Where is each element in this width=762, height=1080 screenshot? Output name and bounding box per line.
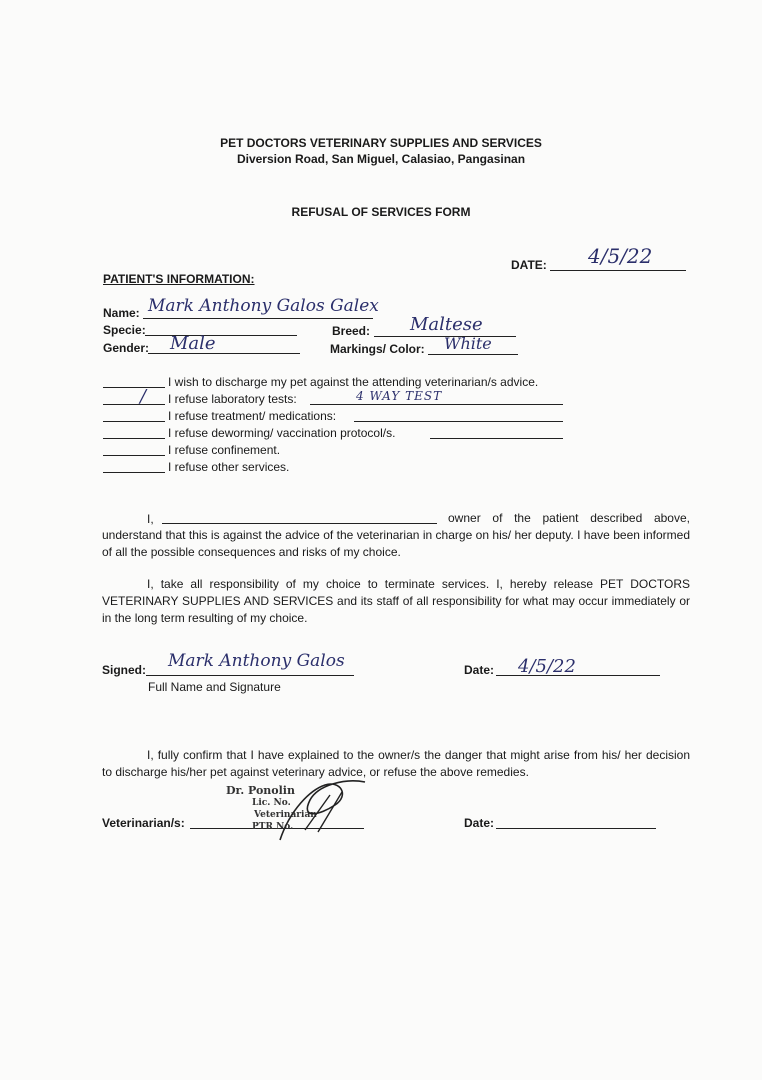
name-value: Mark Anthony Galos Galex <box>148 296 379 316</box>
stamp-line: PTR No. <box>252 822 294 832</box>
markings-value: White <box>444 334 492 353</box>
veterinarian-date-label: Date: <box>464 816 495 830</box>
option-blank <box>103 421 165 422</box>
veterinarian-signature <box>270 770 370 850</box>
owner-statement-start: I, <box>147 512 154 526</box>
signature-line <box>146 675 354 676</box>
gender-label: Gender: <box>103 341 150 355</box>
veterinarian-date-line <box>496 828 656 829</box>
specie-line <box>145 335 297 336</box>
option-blank <box>103 455 165 456</box>
veterinarian-label: Veterinarian/s: <box>102 816 185 830</box>
breed-value: Maltese <box>410 314 483 335</box>
owner-statement-end: owner of the patient described above, <box>448 511 690 525</box>
markings-label: Markings/ Color: <box>330 342 425 356</box>
option-check-mark: / <box>140 386 147 407</box>
option-text: I refuse confinement. <box>168 443 281 457</box>
name-label: Name: <box>103 306 140 320</box>
owner-name-line <box>162 523 437 524</box>
name-line <box>143 318 373 319</box>
option-blank <box>103 404 165 405</box>
form-title: REFUSAL OF SERVICES FORM <box>291 205 471 219</box>
company-address: Diversion Road, San Miguel, Calasiao, Pangasinan <box>236 152 526 166</box>
signature-caption: Full Name and Signature <box>148 680 281 694</box>
company-name: PET DOCTORS VETERINARY SUPPLIES AND SERVICES <box>220 136 542 150</box>
option-text: I refuse laboratory tests: <box>168 392 297 406</box>
veterinarian-confirmation: I, fully confirm that I have explained to the owner/s the danger that might arise from his/ her decision to discharge his/her pet against veterinary advice, or refuse the above remedies. <box>102 748 690 779</box>
stamp-line: Dr. Ponolin <box>226 784 295 797</box>
option-detail: 4 WAY TEST <box>356 389 443 403</box>
signed-date-value: 4/5/22 <box>518 656 576 677</box>
option-text: I refuse deworming/ vaccination protocol/s. <box>168 426 396 440</box>
option-text: I wish to discharge my pet against the attending veterinarian/s advice. <box>168 375 539 389</box>
breed-label: Breed: <box>332 324 371 338</box>
owner-statement: understand that this is against the advice of the veterinarian in charge on his/ her deputy. I have been informed of all the possible consequences and risks of my choice. <box>102 528 690 559</box>
date-label: DATE: <box>511 258 547 272</box>
option-detail-line <box>430 438 563 439</box>
option-text: I refuse treatment/ medications: <box>168 409 337 423</box>
option-blank <box>103 438 165 439</box>
option-detail-line <box>310 404 563 405</box>
option-blank <box>103 472 165 473</box>
signed-date-label: Date: <box>464 663 495 677</box>
option-blank <box>103 387 165 388</box>
responsibility-statement: I, take all responsibility of my choice to terminate services. I, hereby release PET DOCTORS VETERINARY SUPPLIES AND SERVICES and its staff of all responsibility for what may occur immediately or in the long term resulting of my choice. <box>102 577 690 625</box>
option-detail-line <box>354 421 563 422</box>
stamp-line: Lic. No. <box>252 798 291 808</box>
markings-line <box>428 354 518 355</box>
owner-signature: Mark Anthony Galos <box>168 651 345 671</box>
signed-label: Signed: <box>102 663 146 677</box>
gender-value: Male <box>170 333 216 354</box>
date-value: 4/5/22 <box>588 244 653 268</box>
specie-label: Specie: <box>103 323 146 337</box>
option-text: I refuse other services. <box>168 460 290 474</box>
date-line <box>550 270 686 271</box>
patient-section-title: PATIENT'S INFORMATION: <box>103 272 255 286</box>
stamp-line: Veterinarian <box>254 810 317 820</box>
